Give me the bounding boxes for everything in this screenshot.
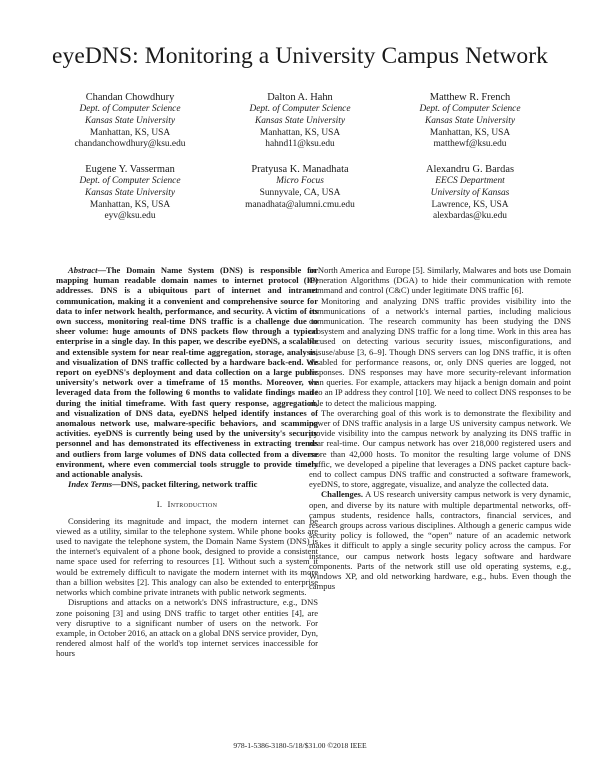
author-org: Kansas State University bbox=[84, 187, 176, 198]
paragraph: in North America and Europe [5]. Similarly, Malwares and bots use Domain Generation Algorithms (DGA) to hide their communication with remote command and control (C&C) under legitimate DNS traffic [6]. bbox=[309, 265, 571, 296]
author-dept: Dept. of Computer Science bbox=[79, 176, 181, 186]
section-number: I. bbox=[156, 499, 163, 510]
author-name: Pratyusa K. Manadhata bbox=[251, 164, 349, 175]
author-name: Alexandru G. Bardas bbox=[425, 164, 514, 175]
author-block bbox=[45, 163, 215, 223]
copyright-footer: 978-1-5386-3180-5/18/$31.00 ©2018 IEEE bbox=[233, 741, 367, 750]
author-org: Kansas State University bbox=[84, 115, 176, 126]
abstract-label: Abstract bbox=[68, 265, 98, 275]
author-dept: Dept. of Computer Science bbox=[249, 104, 351, 114]
index-terms bbox=[56, 479, 318, 489]
paragraph: Monitoring and analyzing DNS traffic provides visibility into the communications of a network's internal parties, including malicious communication. The research community has been studying the DNS ecosystem and analyzing DNS traffic for a long time. Work in this area has focused on detecting various security issues, misconfigurations, and misuse/abuse [3, 6–9]. Though DNS servers can log DNS traffic, it is often disabled for performance reasons, or, only DNS queries are logged, not responses. DNS responses may have more security-relevant information than queries. For example, attackers may hijack a benign domain and point it to an IP address they control [10]. We need to collect DNS responses to be able to detect the malicious mapping. bbox=[309, 295, 571, 408]
paragraph: The overarching goal of this work is to demonstrate the flexibility and power of DNS traffic analysis in a large US university campus network. We provide visibility into the campus network by analyzing its DNS traffic in near real-time. Our campus network has over 218,000 registered users and more than 42,000 hosts. To monitor the resulting large volume of DNS traffic, we developed a pipeline that leverages a DNS packet capture back-end to collect campus DNS traffic and constructed a software framework, eyeDNS, to store, aggregate, visualize, and analyze the collected data. bbox=[309, 407, 571, 490]
author-org: Kansas State University bbox=[254, 115, 346, 126]
paragraph: Considering its magnitude and impact, the modern internet can be viewed as a utility, similar to the telephone system. While phone books are used to navigate the telephone system, the Domain Name System (DNS) is the internet's equivalent of a phone book, designed to provide a consistent name space used for referring to resources [1]. Without such a system it would be extremely difficult to navigate the modern internet with its more than a billion websites [2]. This analogy can also be extended to enterprise networks which combine private intranets with public network segments. bbox=[56, 515, 318, 598]
challenges-label: Challenges. bbox=[321, 489, 364, 500]
challenges-paragraph bbox=[309, 489, 571, 591]
index-terms-label: Index Terms bbox=[68, 479, 113, 490]
author-dept: Dept. of Computer Science bbox=[419, 104, 521, 114]
author-block bbox=[385, 163, 555, 223]
author-dept: Micro Focus bbox=[276, 176, 324, 186]
author-location: Manhattan, KS, USA bbox=[259, 127, 341, 138]
author-location: Sunnyvale, CA, USA bbox=[259, 187, 341, 198]
section-heading bbox=[56, 499, 318, 509]
author-block bbox=[215, 91, 385, 151]
challenges-text: A US research university campus network is very dynamic, open, and diverse by its nature with multiple departmental networks, off-campus students, residence halls, contractors, financial services, and research groups across various disciplines. Although a generic campus wide security policy is followed, the “open” nature of an academic network makes it difficult to apply a single security policy across the campus. For instance, our campus network hosts legacy software and hardware components. Parts of the network still use old operating systems, e.g., Windows XP, and old networking hardware, e.g., hubs. Even though the campus bbox=[309, 489, 571, 592]
author-email: manadhata@alumni.cmu.edu bbox=[245, 199, 355, 210]
author-email: chandanchowdhury@ksu.edu bbox=[74, 139, 186, 150]
abstract bbox=[56, 265, 318, 479]
author-email: matthewf@ksu.edu bbox=[433, 139, 507, 150]
author-location: Manhattan, KS, USA bbox=[89, 127, 171, 138]
author-location: Manhattan, KS, USA bbox=[429, 127, 511, 138]
author-name: Eugene Y. Vasserman bbox=[85, 164, 175, 175]
author-block bbox=[215, 163, 385, 211]
index-terms-text: —DNS, packet filtering, network traffic bbox=[112, 479, 258, 490]
right-column bbox=[309, 265, 571, 592]
author-org: Kansas State University bbox=[424, 115, 516, 126]
author-block bbox=[385, 91, 555, 151]
paper-title: eyeDNS: Monitoring a University Campus Network bbox=[51, 43, 549, 69]
author-email: alexbardas@ku.edu bbox=[433, 211, 507, 222]
author-name: Chandan Chowdhury bbox=[85, 92, 175, 103]
author-email: hahnd11@ksu.edu bbox=[265, 139, 335, 150]
left-column bbox=[56, 265, 318, 659]
paragraph: Disruptions and attacks on a network's DNS infrastructure, e.g., DNS zone poisoning [3] and using DNS traffic to target other entities [4], are very disruptive to a significant number of users on the network. For example, in October 2016, an attack on a global DNS service provider, Dyn, rendered almost half of the world's top internet services inaccessible for hours bbox=[56, 597, 318, 659]
abstract-text: —The Domain Name System (DNS) is responsible for mapping human readable domain names to internet protocol (IP) addresses. DNS is a ubiquitous part of internet and intranet communication, making it a convenient and comprehensive source for data to infer network health, performance, and security. A victim of its own success, monitoring real-time DNS traffic is a challenge due to sheer volume: huge amounts of DNS packets flow through a typical enterprise in a single day. In this paper, we describe eyeDNS, a scalable and extensible system for near real-time aggregation, storage, analysis, and visualization of DNS traffic collected by a hardware back-end. We report on eyeDNS's deployment and data collection on a large public university's network over a timeframe of 15 months. Moreover, we leveraged data from the following 6 months to validate findings made during the initial timeframe. With fast query response, aggregation, and visualization of DNS data, eyeDNS helped identify instances of anomalous network use, malware-specific behaviors, and scamming activities. eyeDNS is currently being used by the university's security personnel and has demonstrated its effectiveness in extracting trends and outliers from large volumes of DNS data collected from a diverse environment, where even commercial tools struggle to provide timely and actionable analysis. bbox=[56, 265, 318, 480]
author-name: Dalton A. Hahn bbox=[267, 92, 333, 103]
author-dept: EECS Department bbox=[435, 176, 505, 186]
author-dept: Dept. of Computer Science bbox=[79, 104, 181, 114]
author-org: University of Kansas bbox=[430, 187, 510, 198]
author-block bbox=[45, 91, 215, 151]
author-name: Matthew R. French bbox=[429, 92, 511, 103]
author-email: eyv@ksu.edu bbox=[104, 211, 156, 222]
author-location: Lawrence, KS, USA bbox=[431, 199, 509, 210]
section-title: Introduction bbox=[167, 499, 218, 510]
author-location: Manhattan, KS, USA bbox=[89, 199, 171, 210]
